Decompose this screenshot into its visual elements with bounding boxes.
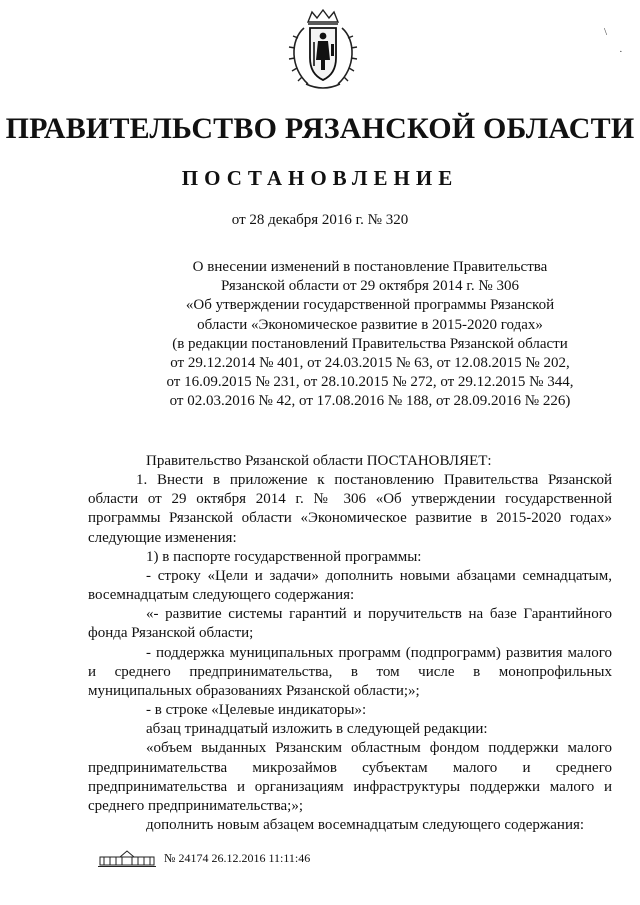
document-footer: [98, 848, 318, 868]
registration-stamp: № 24174 26.12.2016 11:11:46: [164, 851, 311, 865]
body-paragraph: 1. Внести в приложение к постановлению Правительства Рязанской области от 29 октября 2014 г. № 306 «Об утверждении государственной программы Рязанской области «Экономическое развитие в 2015-2020 годах» следующие изменения:: [88, 472, 612, 546]
body-paragraph: - в строке «Целевые индикаторы»:: [146, 702, 367, 719]
body-paragraph: - строку «Цели и задачи» дополнить новыми абзацами семнадцатым, восемнадцатым следующего содержания:: [88, 567, 612, 604]
body-paragraph: «- развитие системы гарантий и поручительств на базе Гарантийного фонда Рязанской области;: [88, 606, 612, 642]
organization-title: ПРАВИТЕЛЬСТВО РЯЗАНСКОЙ ОБЛАСТИ: [5, 112, 635, 145]
document-body: [88, 452, 612, 835]
subject-line: О внесении изменений в постановление Правительства: [192, 259, 548, 275]
subject-line: (в редакции постановлений Правительства Рязанской области: [172, 335, 568, 352]
document-type-heading: ПОСТАНОВЛЕНИЕ: [181, 166, 459, 190]
body-paragraph: 1) в паспорте государственной программы:: [146, 548, 422, 565]
subject-line: области «Экономическое развитие в 2015-2020 годах»: [197, 316, 543, 333]
body-paragraph: «объем выданных Рязанским областным фондом поддержки малого предпринимательства микрозаймов субъектам малого и среднего предпринимательства и организациям инфраструктуры поддержки малого и среднего предпринимательства;»;: [88, 740, 612, 814]
subject-line: Рязанской области от 29 октября 2014 г. № 306: [221, 278, 519, 295]
subject-line: от 16.09.2015 № 231, от 28.10.2015 № 272, от 29.12.2015 № 344,: [166, 374, 574, 391]
coat-of-arms-emblem: [284, 8, 362, 92]
scan-mark: ·: [619, 46, 623, 58]
subject-line: от 02.03.2016 № 42, от 17.08.2016 № 188, от 28.09.2016 № 226): [169, 393, 571, 410]
body-paragraph: - поддержка муниципальных программ (подпрограмм) развития малого и среднего предпринимательства, в том числе в монопрофильных муниципальных образованиях Рязанской области;»;: [88, 644, 612, 699]
body-paragraph: дополнить новым абзацем восемнадцатым следующего содержания:: [146, 816, 585, 833]
document-subject: [120, 258, 620, 412]
subject-line: от 29.12.2014 № 401, от 24.03.2015 № 63, от 12.08.2015 № 202,: [170, 355, 570, 372]
body-paragraph: абзац тринадцатый изложить в следующей редакции:: [146, 721, 488, 738]
document-date-number: от 28 декабря 2016 г. № 320: [231, 212, 409, 228]
scan-mark: \: [604, 26, 608, 38]
subject-line: «Об утверждении государственной программы Рязанской: [185, 297, 555, 314]
building-logo-icon: [98, 848, 156, 868]
body-paragraph: Правительство Рязанской области ПОСТАНОВЛЯЕТ:: [146, 453, 492, 469]
